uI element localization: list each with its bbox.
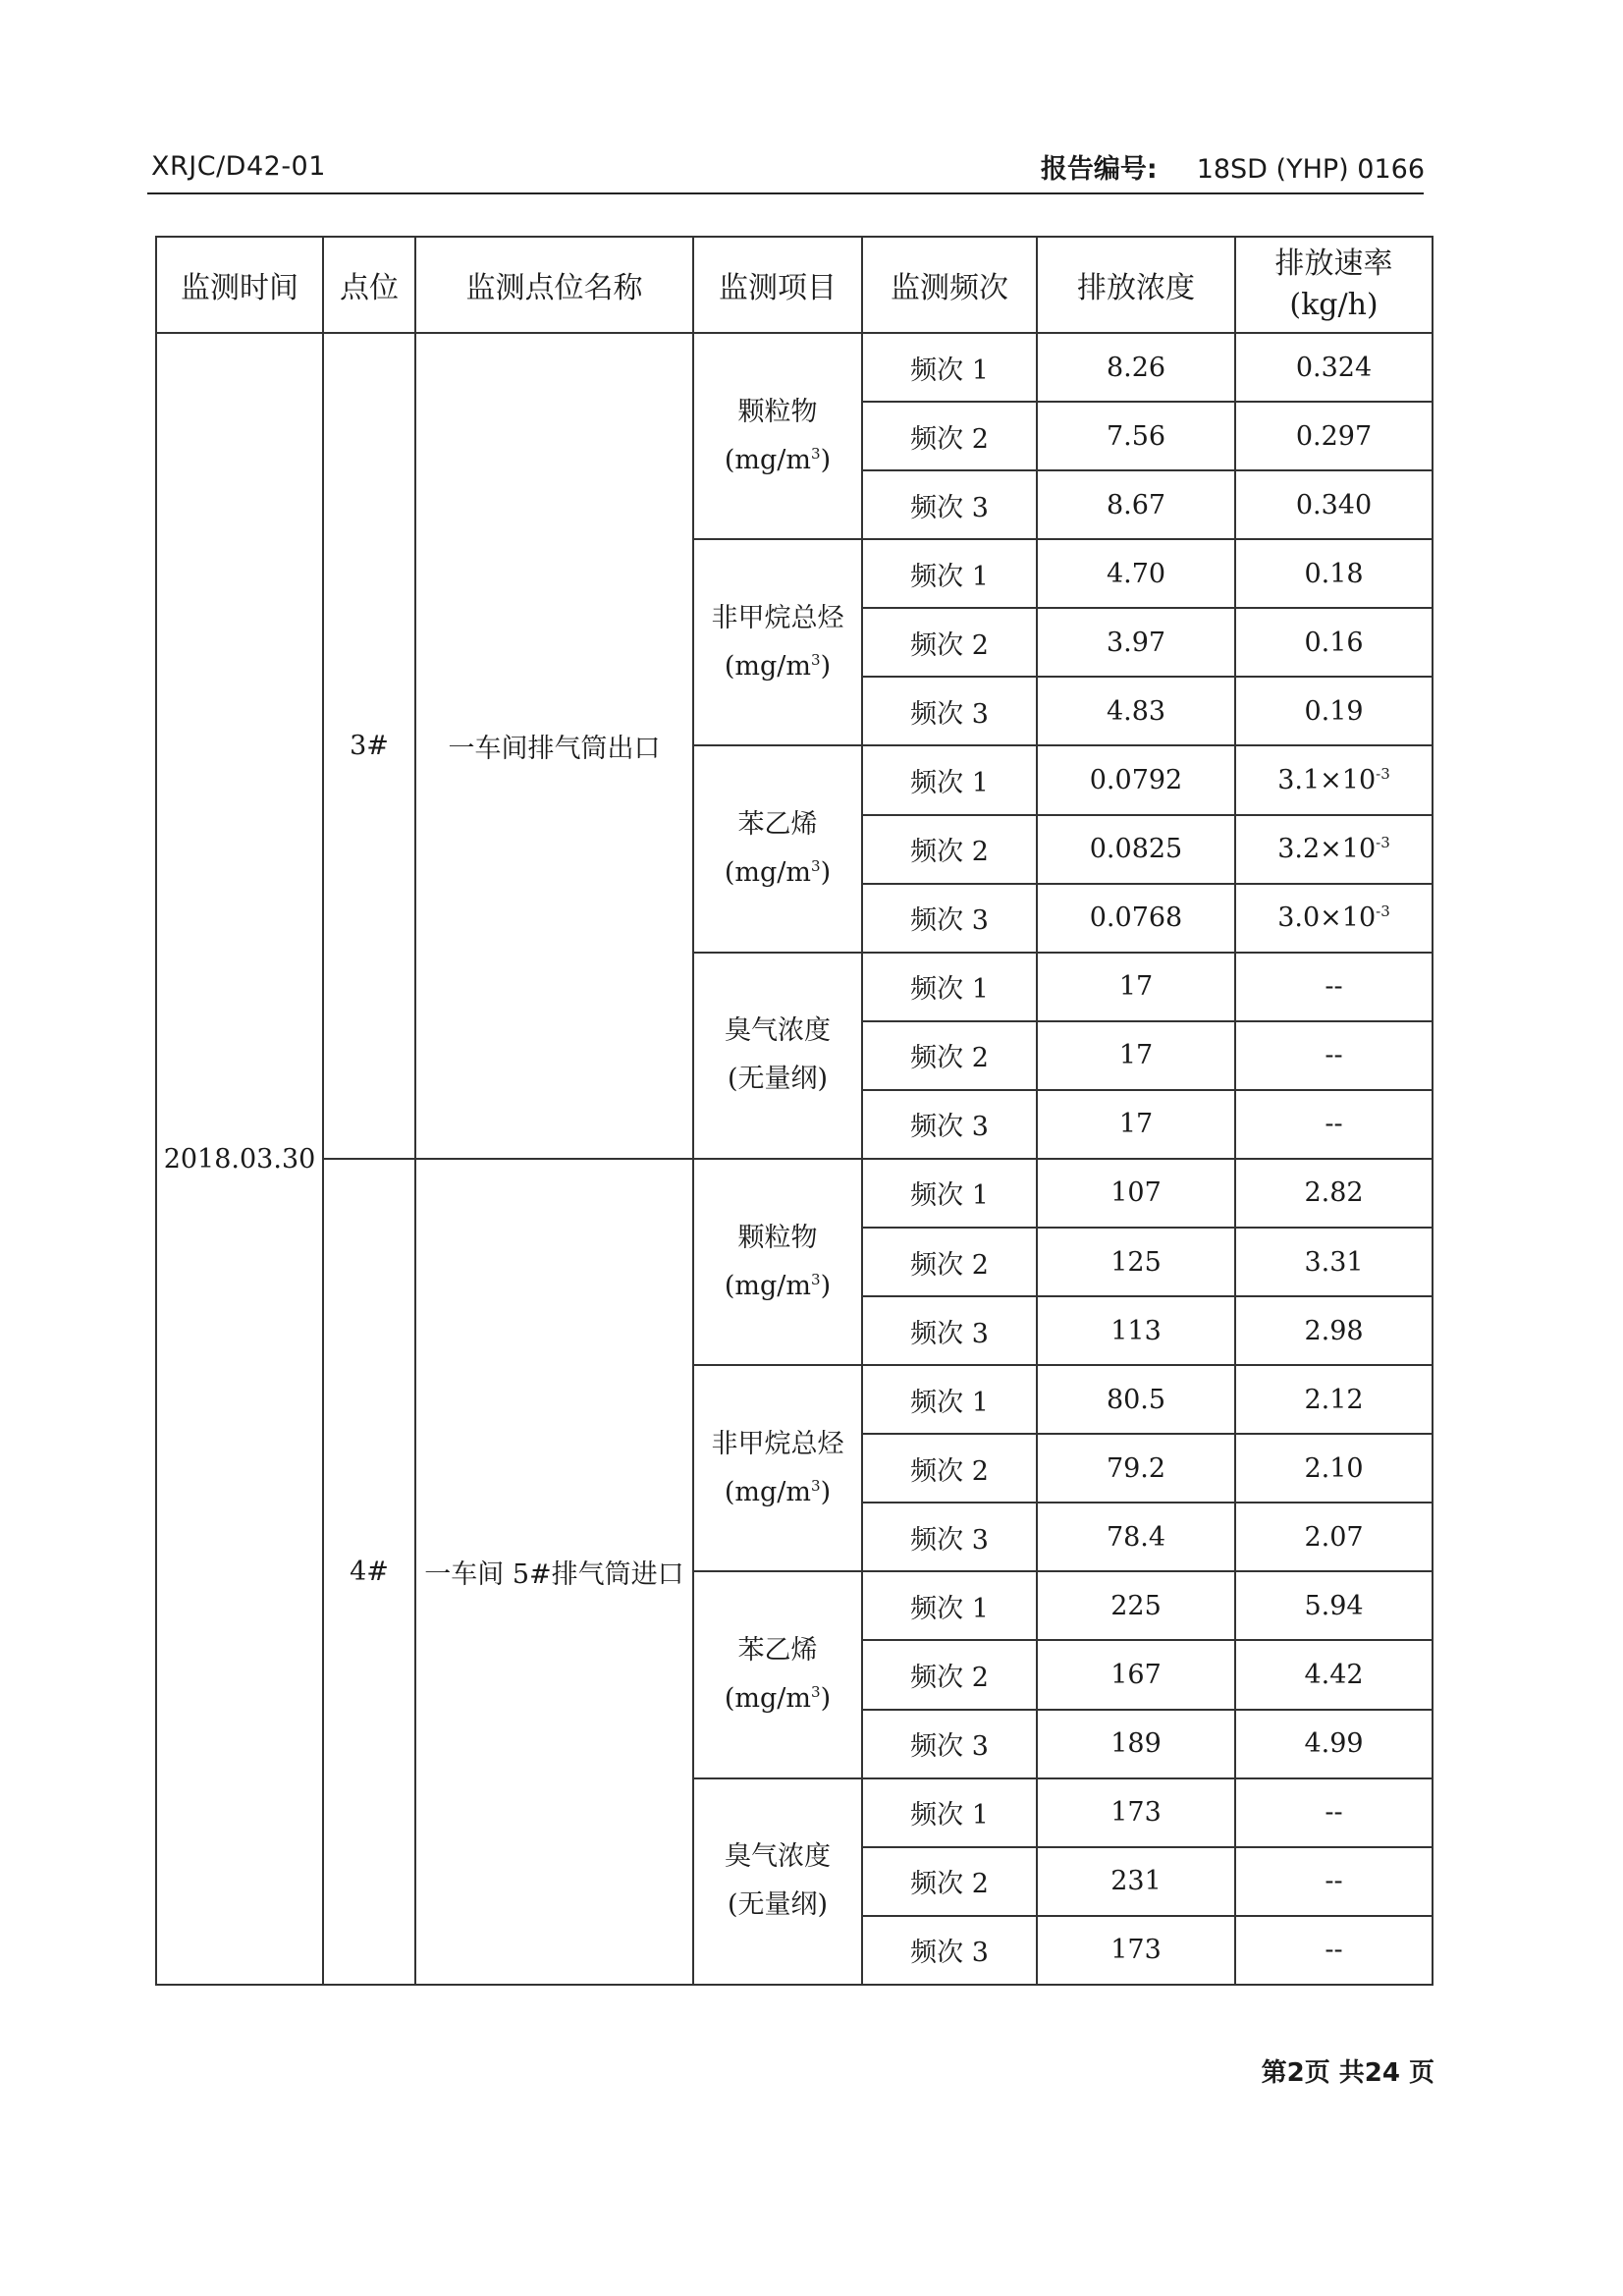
- rate-value: [1235, 608, 1433, 677]
- rate-value: [1235, 1228, 1433, 1296]
- item-cell: [693, 1778, 862, 1985]
- concentration-value: 173: [1037, 1916, 1235, 1985]
- item-unit-end: ): [820, 1270, 832, 1301]
- frequency-label: 频次 3: [862, 884, 1037, 953]
- rate-number: 2.82: [1304, 1177, 1364, 1209]
- col-header-item: 监测项目: [693, 237, 862, 333]
- concentration-value: 0.0792: [1037, 745, 1235, 814]
- item-unit-text: (mg/m: [724, 857, 812, 889]
- rate-number: --: [1325, 1797, 1343, 1829]
- col-header-time: 监测时间: [156, 237, 323, 333]
- frequency-label: 频次 3: [862, 1710, 1037, 1778]
- item-name: 颗粒物: [737, 396, 818, 427]
- rate-value: [1235, 333, 1433, 402]
- monitoring-table: [155, 236, 1434, 1986]
- item-cell: [693, 333, 862, 539]
- frequency-label: 频次 1: [862, 333, 1037, 402]
- table-row: [156, 333, 1433, 402]
- rate-exponent: -3: [1376, 765, 1390, 783]
- frequency-label: 频次 1: [862, 1571, 1037, 1640]
- item-cell: [693, 1571, 862, 1777]
- rate-number: 2.10: [1304, 1452, 1364, 1484]
- item-unit: [725, 1683, 831, 1714]
- item-name: 苯乙烯: [737, 1635, 818, 1667]
- item-unit-sup: 3: [811, 857, 821, 876]
- item-cell: [693, 1159, 862, 1365]
- concentration-value: 17: [1037, 953, 1235, 1021]
- concentration-value: 107: [1037, 1159, 1235, 1228]
- item-unit-sup: 3: [811, 650, 821, 669]
- rate-value: [1235, 1916, 1433, 1985]
- rate-number: --: [1325, 1866, 1343, 1897]
- item-unit-text: (mg/m: [724, 1476, 812, 1507]
- rate-number: 0.297: [1295, 420, 1373, 452]
- rate-value: [1235, 1503, 1433, 1571]
- rate-number: --: [1325, 1109, 1343, 1140]
- rate-value: [1235, 539, 1433, 608]
- rate-number: 0.340: [1295, 489, 1373, 520]
- concentration-value: 167: [1037, 1640, 1235, 1709]
- col-header-rate-label: 排放速率: [1274, 246, 1393, 281]
- item-unit: [728, 1064, 828, 1094]
- page-number: 第2页 共24 页: [1261, 2058, 1434, 2088]
- table-row: [156, 1159, 1433, 1228]
- concentration-value: 79.2: [1037, 1434, 1235, 1503]
- frequency-label: 频次 3: [862, 1916, 1037, 1985]
- item-unit-sup: 3: [811, 1476, 821, 1495]
- frequency-label: 频次 1: [862, 1159, 1037, 1228]
- item-name: 颗粒物: [737, 1222, 818, 1253]
- frequency-label: 频次 2: [862, 1847, 1037, 1916]
- rate-value: [1235, 745, 1433, 814]
- frequency-label: 频次 1: [862, 539, 1037, 608]
- rate-value: [1235, 1021, 1433, 1090]
- item-name: 非甲烷总烃: [711, 602, 844, 633]
- point-name: 一车间排气筒出口: [415, 333, 693, 1159]
- concentration-value: 4.83: [1037, 677, 1235, 745]
- rate-value: [1235, 1434, 1433, 1503]
- point-id: 3#: [323, 333, 415, 1159]
- concentration-value: 17: [1037, 1090, 1235, 1159]
- item-unit-text: (无量纲): [727, 1064, 829, 1095]
- concentration-value: 173: [1037, 1778, 1235, 1847]
- point-id: 4#: [323, 1159, 415, 1985]
- concentration-value: 17: [1037, 1021, 1235, 1090]
- frequency-label: 频次 2: [862, 402, 1037, 470]
- col-header-rate: [1235, 237, 1433, 333]
- concentration-value: 113: [1037, 1296, 1235, 1365]
- col-header-point: 点位: [323, 237, 415, 333]
- item-unit-sup: 3: [811, 1683, 821, 1702]
- rate-value: [1235, 1847, 1433, 1916]
- rate-number: 0.18: [1304, 558, 1364, 589]
- rate-number: 4.99: [1304, 1728, 1364, 1760]
- frequency-label: 频次 3: [862, 1296, 1037, 1365]
- item-unit: [725, 857, 831, 888]
- rate-value: [1235, 1365, 1433, 1434]
- item-unit: [725, 1271, 831, 1301]
- concentration-value: 189: [1037, 1710, 1235, 1778]
- concentration-value: 78.4: [1037, 1503, 1235, 1571]
- rate-value: [1235, 1640, 1433, 1709]
- rate-number: --: [1325, 971, 1343, 1003]
- rate-value: [1235, 1710, 1433, 1778]
- item-unit-end: ): [820, 1476, 832, 1507]
- frequency-label: 频次 1: [862, 745, 1037, 814]
- concentration-value: 231: [1037, 1847, 1235, 1916]
- frequency-label: 频次 1: [862, 1365, 1037, 1434]
- table-body: [156, 333, 1433, 1985]
- col-header-rate-unit: (kg/h): [1289, 288, 1379, 322]
- rate-value: [1235, 815, 1433, 884]
- col-header-point-name: 监测点位名称: [415, 237, 693, 333]
- frequency-label: 频次 1: [862, 1778, 1037, 1847]
- rate-number: 0.19: [1304, 695, 1364, 727]
- rate-value: [1235, 1090, 1433, 1159]
- item-unit: [725, 1477, 831, 1507]
- frequency-label: 频次 3: [862, 677, 1037, 745]
- col-header-frequency: 监测频次: [862, 237, 1037, 333]
- frequency-label: 频次 2: [862, 608, 1037, 677]
- item-unit: [728, 1889, 828, 1920]
- frequency-label: 频次 2: [862, 1021, 1037, 1090]
- concentration-value: 0.0768: [1037, 884, 1235, 953]
- rate-value: [1235, 953, 1433, 1021]
- report-number: [1041, 147, 1425, 186]
- document-code: XRJC/D42-01: [151, 151, 326, 182]
- rate-exponent: -3: [1376, 834, 1390, 852]
- item-cell: [693, 745, 862, 952]
- rate-number: 0.324: [1295, 352, 1373, 383]
- rate-number: 2.12: [1304, 1384, 1364, 1415]
- item-unit: [725, 651, 831, 682]
- concentration-value: 4.70: [1037, 539, 1235, 608]
- rate-number: 2.98: [1304, 1315, 1364, 1346]
- concentration-value: 3.97: [1037, 608, 1235, 677]
- rate-number: 0.16: [1304, 627, 1364, 658]
- concentration-value: 0.0825: [1037, 815, 1235, 884]
- item-unit-text: (mg/m: [724, 1270, 812, 1301]
- item-cell: [693, 953, 862, 1159]
- item-unit-end: ): [820, 1683, 832, 1715]
- concentration-value: 8.67: [1037, 470, 1235, 539]
- item-name: 苯乙烯: [737, 809, 818, 841]
- concentration-value: 8.26: [1037, 333, 1235, 402]
- rate-number: --: [1325, 1935, 1343, 1966]
- rate-number: 3.31: [1304, 1246, 1364, 1278]
- frequency-label: 频次 1: [862, 953, 1037, 1021]
- rate-value: [1235, 402, 1433, 470]
- item-cell: [693, 1365, 862, 1571]
- table-header-row: [156, 237, 1433, 333]
- item-unit: [725, 445, 831, 475]
- concentration-value: 7.56: [1037, 402, 1235, 470]
- item-unit-sup: 3: [811, 444, 821, 463]
- rate-exponent: -3: [1376, 902, 1390, 921]
- item-name: 非甲烷总烃: [711, 1428, 844, 1459]
- item-unit-text: (mg/m: [724, 444, 812, 475]
- rate-value: [1235, 1571, 1433, 1640]
- concentration-value: 125: [1037, 1228, 1235, 1296]
- frequency-label: 频次 2: [862, 1640, 1037, 1709]
- rate-value: [1235, 1778, 1433, 1847]
- concentration-value: 80.5: [1037, 1365, 1235, 1434]
- point-name: 一车间 5#排气筒进口: [415, 1159, 693, 1985]
- item-unit-text: (mg/m: [724, 1683, 812, 1715]
- monitoring-date: 2018.03.30: [156, 333, 323, 1985]
- frequency-label: 频次 2: [862, 1228, 1037, 1296]
- rate-number: 2.07: [1304, 1521, 1364, 1553]
- rate-number: 3.1×10: [1277, 765, 1377, 795]
- rate-value: [1235, 1296, 1433, 1365]
- report-number-value: 18SD (YHP) 0166: [1196, 154, 1425, 185]
- rate-value: [1235, 470, 1433, 539]
- item-cell: [693, 539, 862, 745]
- rate-value: [1235, 884, 1433, 953]
- col-header-concentration: 排放浓度: [1037, 237, 1235, 333]
- item-unit-end: ): [820, 650, 832, 682]
- item-unit-text: (mg/m: [724, 650, 812, 682]
- item-name: 臭气浓度: [725, 1841, 831, 1873]
- item-name: 臭气浓度: [725, 1015, 831, 1047]
- frequency-label: 频次 3: [862, 1503, 1037, 1571]
- rate-number: 5.94: [1304, 1590, 1364, 1621]
- item-unit-text: (无量纲): [727, 1889, 829, 1921]
- concentration-value: 225: [1037, 1571, 1235, 1640]
- frequency-label: 频次 2: [862, 815, 1037, 884]
- rate-number: 4.42: [1304, 1660, 1364, 1691]
- rate-value: [1235, 1159, 1433, 1228]
- frequency-label: 频次 2: [862, 1434, 1037, 1503]
- item-unit-end: ): [820, 444, 832, 475]
- frequency-label: 频次 3: [862, 470, 1037, 539]
- rate-number: 3.2×10: [1277, 834, 1377, 865]
- item-unit-end: ): [820, 857, 832, 889]
- header-rule: [147, 192, 1424, 194]
- item-unit-sup: 3: [811, 1270, 821, 1288]
- rate-number: 3.0×10: [1277, 902, 1377, 934]
- rate-value: [1235, 677, 1433, 745]
- rate-number: --: [1325, 1040, 1343, 1071]
- report-number-label: 报告编号:: [1040, 154, 1158, 185]
- frequency-label: 频次 3: [862, 1090, 1037, 1159]
